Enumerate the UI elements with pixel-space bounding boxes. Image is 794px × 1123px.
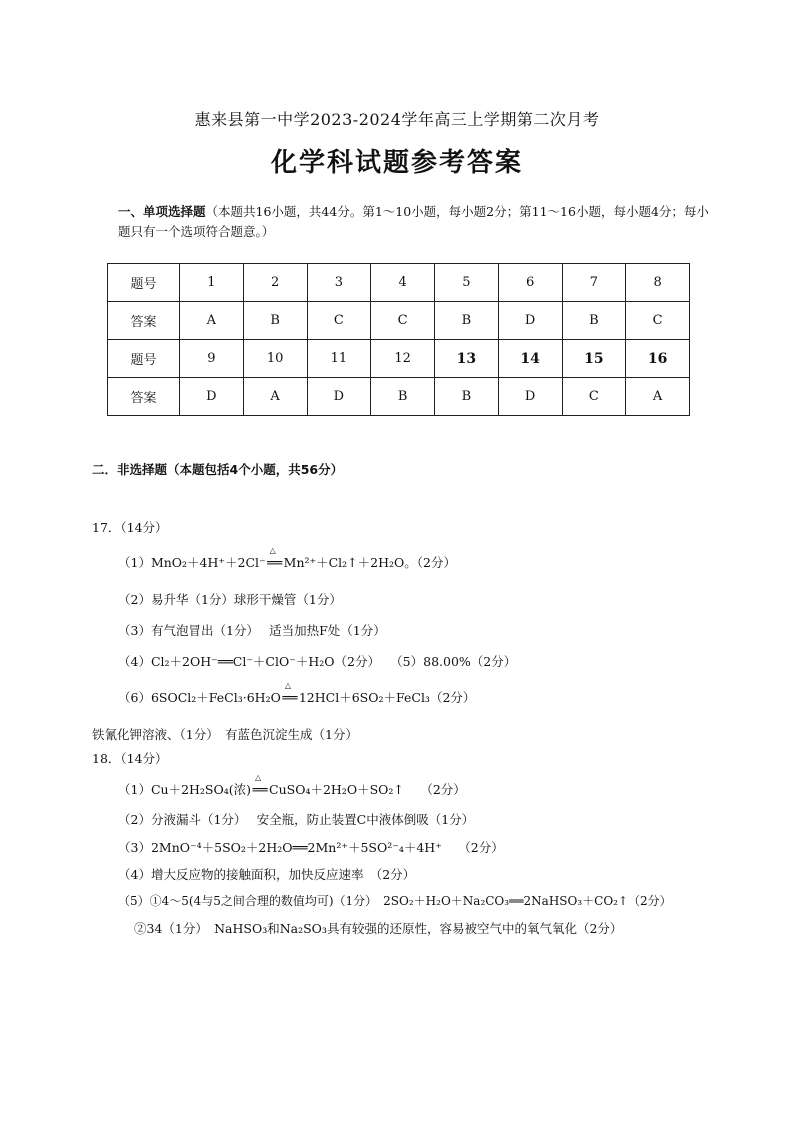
q18-line-5: （5）①4～5(4与5之间合理的数值均可)（1分） 2SO₂＋H₂O＋Na₂CO₃══2NaHSO₃＋CO₂↑（2分） — [118, 894, 672, 908]
section1-heading: 一、单项选择题 — [118, 204, 206, 219]
table-cell: C — [307, 302, 371, 340]
q17-line-6-left: （6）6SOCl₂＋FeCl₃·6H₂O — [118, 690, 281, 705]
q17-line-4: （4）Cl₂＋2OH⁻══Cl⁻＋ClO⁻＋H₂O（2分） （5）88.00%（2分） — [118, 654, 517, 669]
table-cell: 3 — [307, 264, 371, 302]
table-cell: 7 — [562, 264, 626, 302]
q17-line-2: （2）易升华（1分）球形干燥管（1分） — [118, 592, 342, 607]
section1-note: （本题共16小题，共44分。第1～10小题，每小题2分；第11～16小题，每小题4分；每小题只有一个选项符合题意。） — [118, 204, 709, 239]
table-cell: 2 — [243, 264, 307, 302]
table-cell: 9 — [180, 340, 244, 378]
answer-table — [107, 263, 690, 416]
table-cell: 6 — [498, 264, 562, 302]
q18-title: 18．（14分） — [92, 751, 168, 766]
q17-title: 17．（14分） — [92, 520, 168, 535]
table-cell: C — [626, 302, 690, 340]
table-row — [108, 302, 690, 340]
exam-header-title: 惠来县第一中学2023-2024学年高三上学期第二次月考 — [194, 110, 600, 129]
table-cell: 5 — [435, 264, 499, 302]
table-cell: D — [180, 378, 244, 416]
q17-line-1 — [118, 553, 456, 571]
q18-line-2: （2）分液漏斗（1分） 安全瓶，防止装置C中液体倒吸（1分） — [118, 812, 475, 827]
table-cell: 14 — [498, 340, 562, 378]
heat-equals-icon: △ ══ — [281, 690, 299, 705]
table-cell: D — [498, 378, 562, 416]
q18-line-3: （3）2MnO⁻⁴＋5SO₂＋2H₂O══2Mn²⁺＋5SO²⁻₄＋4H⁺ （2分） — [118, 840, 504, 855]
section2-heading: 二．非选择题（本题包括4个小题，共56分） — [92, 462, 344, 477]
table-cell: B — [435, 302, 499, 340]
table-cell: B — [371, 378, 435, 416]
table-cell: A — [243, 378, 307, 416]
q17-line-7: 铁氰化钾溶液、（1分） 有蓝色沉淀生成（1分） — [92, 727, 358, 742]
table-cell: 15 — [562, 340, 626, 378]
table-cell: 1 — [180, 264, 244, 302]
table-row — [108, 378, 690, 416]
table-cell: B — [243, 302, 307, 340]
table-cell: 题号 — [108, 264, 180, 302]
table-row — [108, 264, 690, 302]
page-title: 化学科试题参考答案 — [270, 148, 523, 178]
q17-line-6-right: 12HCl＋6SO₂＋FeCl₃（2分） — [298, 690, 476, 705]
table-cell: 10 — [243, 340, 307, 378]
table-cell: D — [307, 378, 371, 416]
table-cell: 答案 — [108, 302, 180, 340]
table-cell: 答案 — [108, 378, 180, 416]
q18-line-1 — [118, 780, 466, 798]
table-cell: 4 — [371, 264, 435, 302]
table-cell: A — [626, 378, 690, 416]
table-cell: C — [562, 378, 626, 416]
table-cell: B — [435, 378, 499, 416]
section1-intro — [118, 202, 718, 242]
table-cell: 8 — [626, 264, 690, 302]
table-cell: B — [562, 302, 626, 340]
heat-equals-icon: △ ══ — [266, 555, 284, 570]
q18-line-6: ②34（1分） NaHSO₃和Na₂SO₃具有较强的还原性，容易被空气中的氧气氧化（2分） — [134, 921, 623, 936]
heat-equals-icon: △ ══ — [251, 782, 269, 797]
table-cell: A — [180, 302, 244, 340]
table-cell: D — [498, 302, 562, 340]
table-cell: 12 — [371, 340, 435, 378]
q17-line-1-right: Mn²⁺＋Cl₂↑＋2H₂O。（2分） — [283, 555, 456, 570]
q17-line-3: （3）有气泡冒出（1分） 适当加热F处（1分） — [118, 623, 386, 638]
q18-line-1-left: （1）Cu＋2H₂SO₄(浓) — [118, 782, 252, 797]
q18-line-1-right: CuSO₄＋2H₂O＋SO₂↑ （2分） — [269, 782, 466, 797]
q18-line-4: （4）增大反应物的接触面积，加快反应速率 （2分） — [118, 867, 416, 882]
q17-line-1-left: （1）MnO₂＋4H⁺＋2Cl⁻ — [118, 555, 266, 570]
q17-line-6 — [118, 688, 475, 706]
table-cell: 16 — [626, 340, 690, 378]
table-cell: C — [371, 302, 435, 340]
table-cell: 题号 — [108, 340, 180, 378]
table-row — [108, 340, 690, 378]
table-cell: 13 — [435, 340, 499, 378]
table-cell: 11 — [307, 340, 371, 378]
